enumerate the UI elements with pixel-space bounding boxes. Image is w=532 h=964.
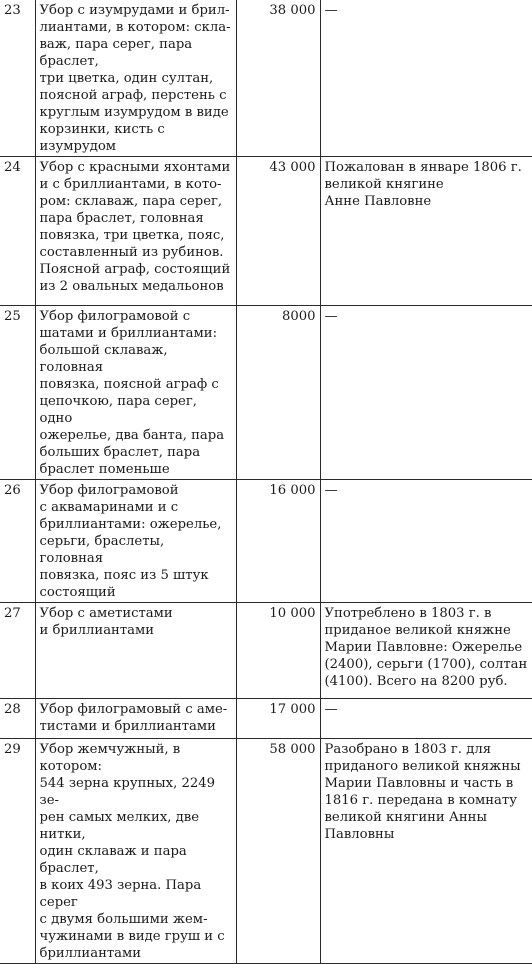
item-description: Убор филограмовой с аквамаринами и с бриллиантами: ожерелье, серьги, браслеты, головная повязка, пояс из 5 штук состоящий (35, 480, 236, 603)
item-note: — (320, 306, 532, 480)
item-value: 16 000 (236, 480, 320, 603)
item-value: 17 000 (236, 699, 320, 739)
table-row (0, 306, 532, 480)
item-note: — (320, 480, 532, 603)
row-number: 29 (0, 739, 35, 964)
table-row (0, 480, 532, 603)
item-value: 38 000 (236, 0, 320, 157)
item-note: Употреблено в 1803 г. в приданое великой княжне Марии Павловне: Ожерелье (2400), серьги (1700), солтан (4100). Всего на 8200 руб. (320, 603, 532, 699)
item-note: Разобрано в 1803 г. для приданого великой княжны Марии Павловны и часть в 1816 г. передана в комнату великой княгини Анны Павловны (320, 739, 532, 964)
row-number: 25 (0, 306, 35, 480)
item-note: — (320, 0, 532, 157)
item-description: Убор филограмовой с шатами и бриллиантами: большой склаваж, головная повязка, поясной аграф с цепочкою, пара серег, одно ожерелье, два банта, пара больших браслет, пара браслет поменьше (35, 306, 236, 480)
row-number: 28 (0, 699, 35, 739)
item-value: 8000 (236, 306, 320, 480)
table-row (0, 603, 532, 699)
item-value: 10 000 (236, 603, 320, 699)
row-number: 27 (0, 603, 35, 699)
item-description: Убор с красными яхонтами и с бриллиантами, в кото- ром: склаваж, пара серег, пара браслет, головная повязка, три цветка, пояс, составленный из рубинов. Поясной аграф, состоящий из 2 овальных медальонов (35, 157, 236, 306)
item-description: Убор с изумрудами и брил- лиантами, в котором: скла- важ, пара серег, пара браслет, три цветка, один султан, поясной аграф, перстень с круглым изумрудом в виде корзинки, кисть с изумрудом (35, 0, 236, 157)
table-row (0, 157, 532, 306)
item-note: — (320, 699, 532, 739)
table-row (0, 699, 532, 739)
table-row (0, 0, 532, 157)
item-value: 58 000 (236, 739, 320, 964)
item-description: Убор филограмовый с аме- тистами и бриллиантами (35, 699, 236, 739)
row-number: 23 (0, 0, 35, 157)
item-note: Пожалован в январе 1806 г. великой княгине Анне Павловне (320, 157, 532, 306)
table-row (0, 739, 532, 964)
item-description: Убор с аметистами и бриллиантами (35, 603, 236, 699)
item-description: Убор жемчужный, в котором: 544 зерна крупных, 2249 зе- рен самых мелких, две нитки, один склаваж и пара браслет, в коих 493 зерна. Пара серег с двумя большими жем- чужинами в виде груш и с бриллиантами (35, 739, 236, 964)
row-number: 26 (0, 480, 35, 603)
item-value: 43 000 (236, 157, 320, 306)
row-number: 24 (0, 157, 35, 306)
